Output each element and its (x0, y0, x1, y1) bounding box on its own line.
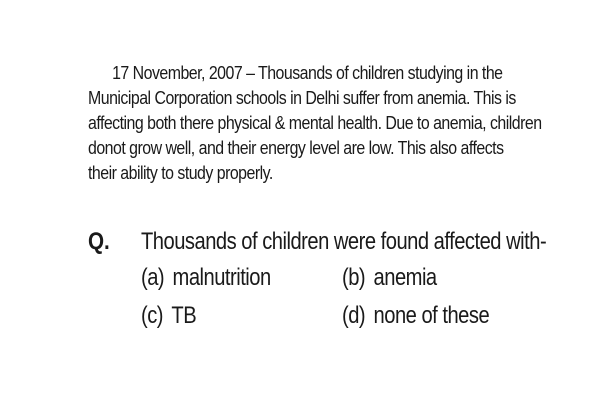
option-a (141, 264, 271, 292)
passage-line: Municipal Corporation schools in Delhi suffer from anemia. This is (88, 87, 516, 108)
option-text: malnutrition (172, 264, 271, 291)
option-text: TB (171, 302, 197, 329)
passage-line: 17 November, 2007 – Thousands of children studying in the (112, 62, 503, 83)
option-c (141, 302, 196, 330)
passage-line: their ability to study properly. (88, 162, 273, 183)
option-letter: (c) (141, 302, 163, 329)
question-text: Thousands of children were found affected with- (141, 228, 547, 255)
question-label: Q. (88, 228, 110, 255)
news-passage (88, 60, 542, 185)
option-letter: (a) (141, 264, 165, 291)
option-letter: (b) (342, 264, 366, 291)
option-letter: (d) (342, 302, 366, 329)
option-b (342, 264, 437, 292)
passage-line: affecting both there physical & mental health. Due to anemia, children (88, 112, 542, 133)
option-d (342, 302, 489, 330)
option-text: anemia (373, 264, 437, 291)
option-text: none of these (373, 302, 490, 329)
passage-line: donot grow well, and their energy level are low. This also affects (88, 137, 504, 158)
